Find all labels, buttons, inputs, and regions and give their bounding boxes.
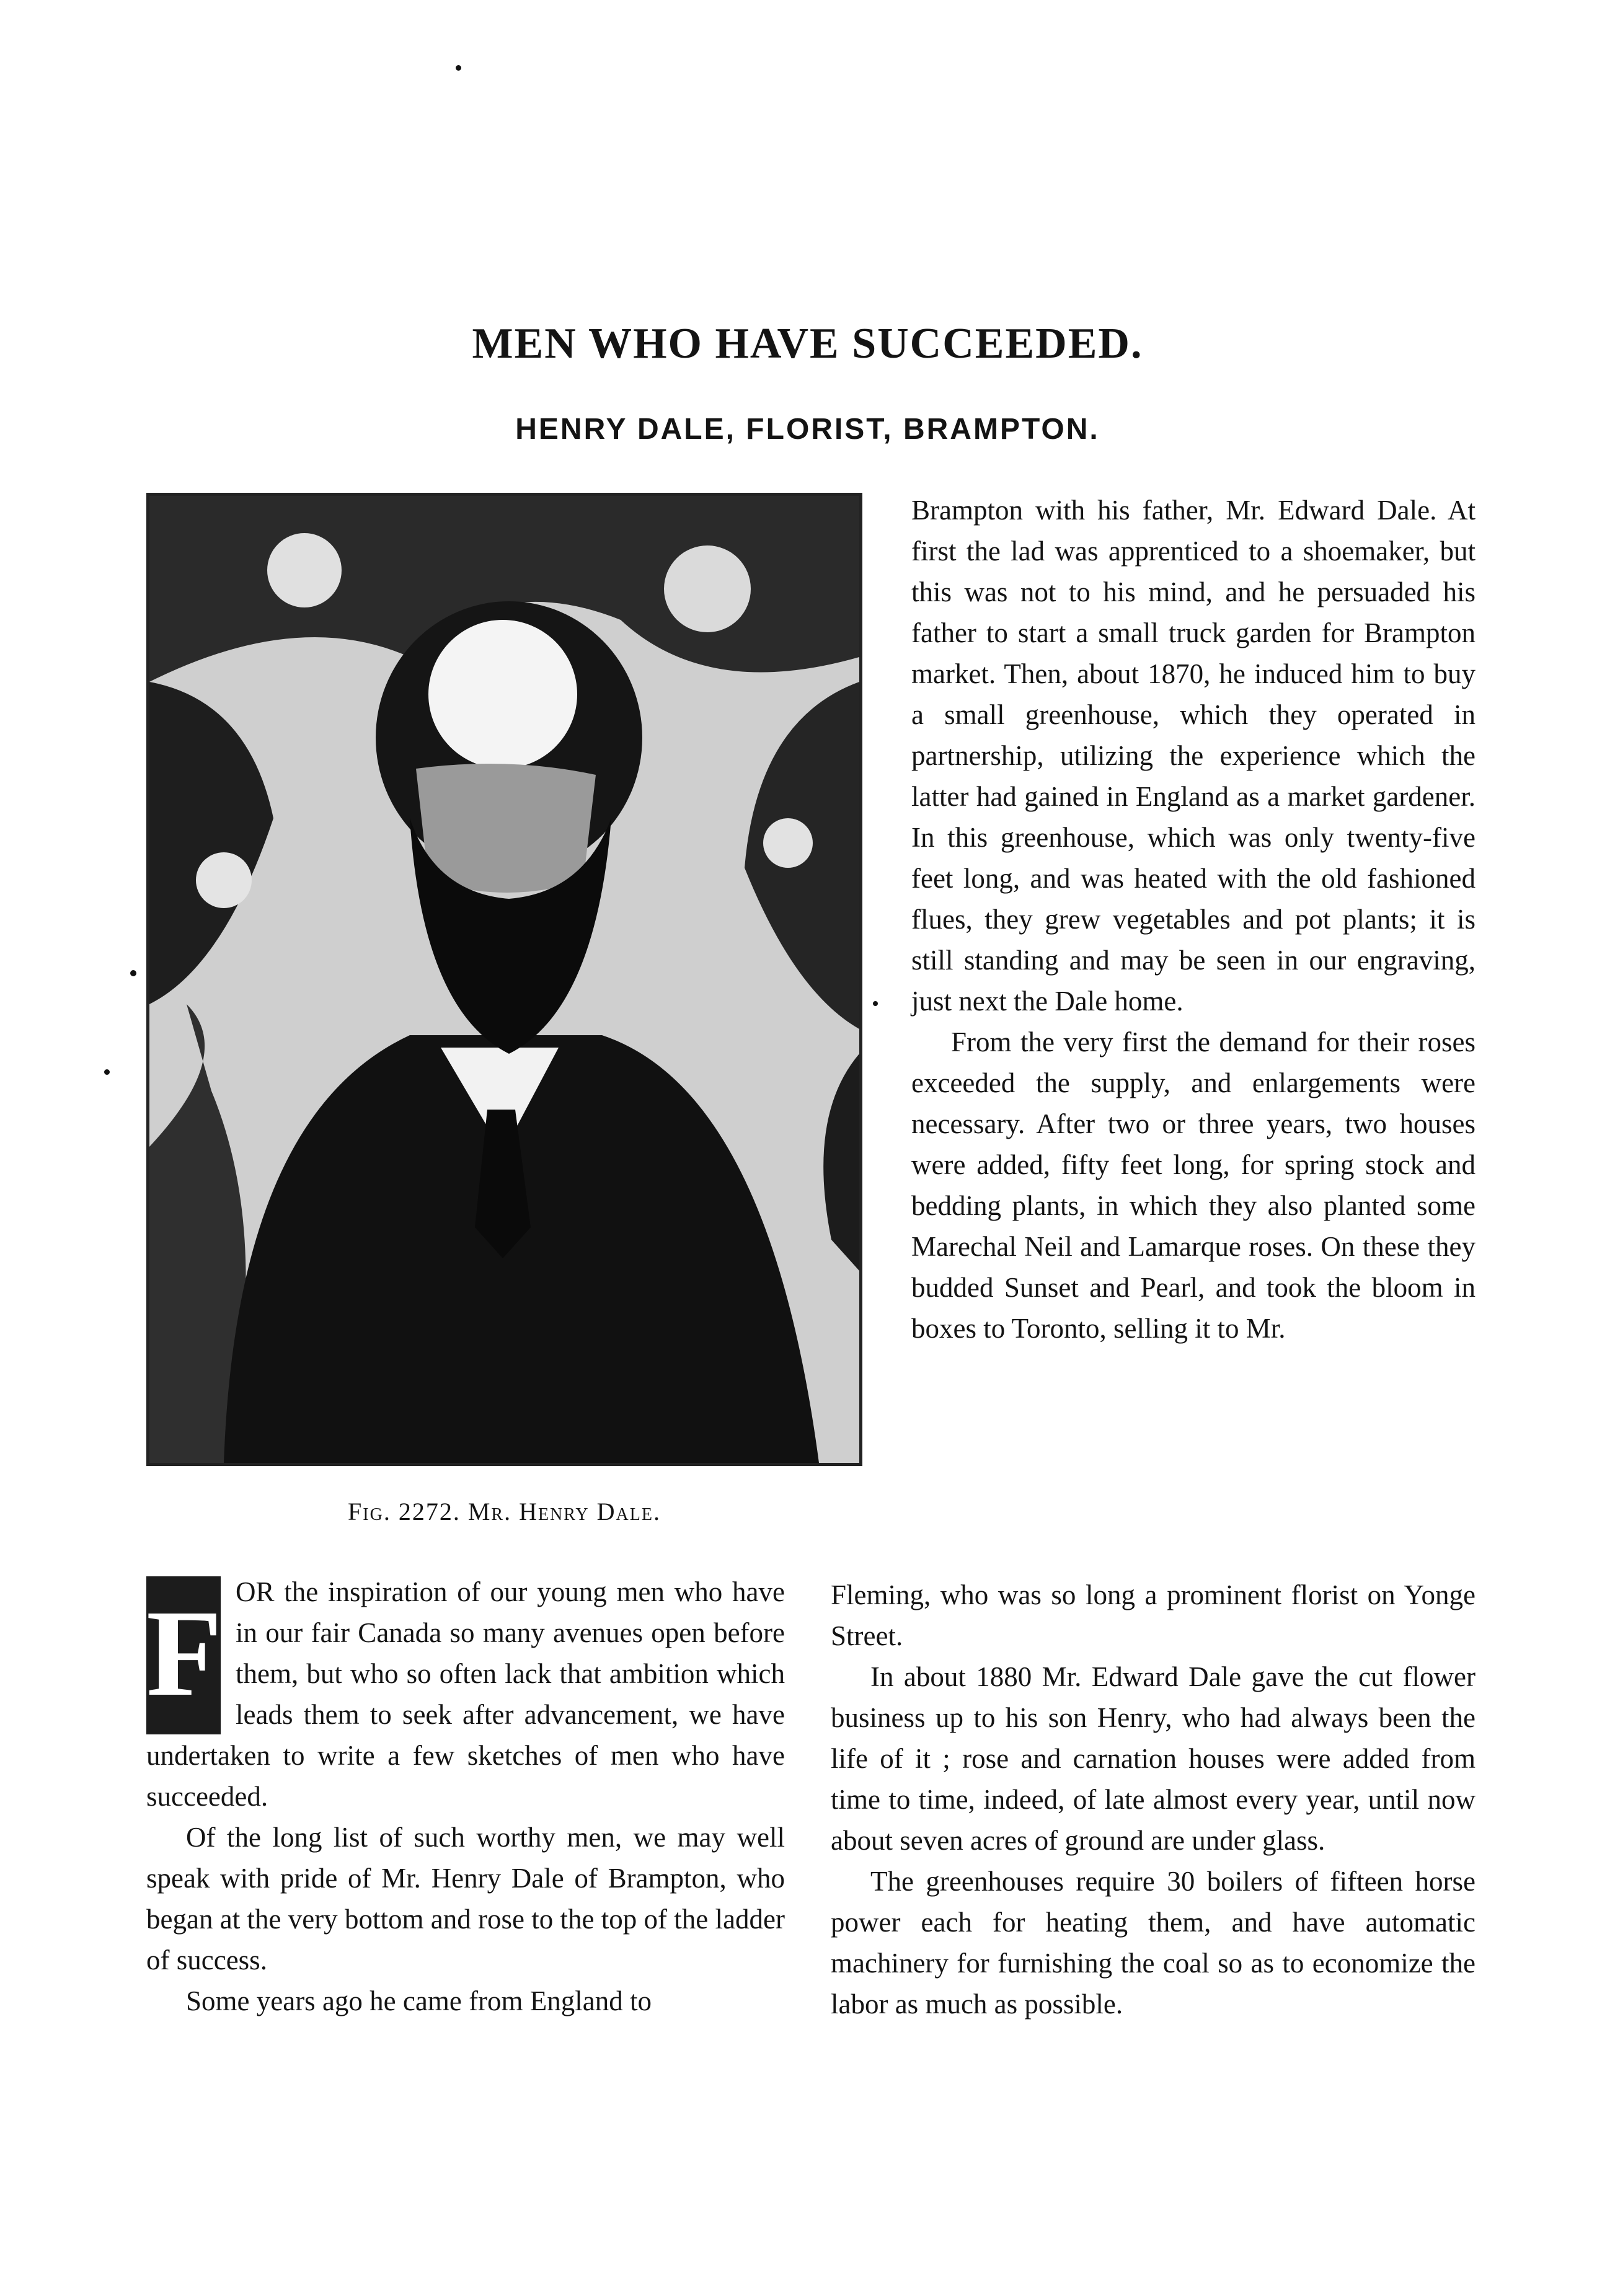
paragraph: Some years ago he came from England to <box>186 1985 652 2016</box>
paragraph: In about 1880 Mr. Edward Dale gave the cut flower business up to his son Henry, who had always been the life of it ; rose and carnation houses were added from time to time, indeed, of late almost every year, until now about seven acres of ground are under glass. <box>831 1661 1476 1856</box>
paragraph: Of the long list of such worthy men, we may well speak with pride of Mr. Henry Dale of Brampton, who began at the very bottom and rose to the top of the ladder of success. <box>146 1822 785 1976</box>
paragraph: From the very first the demand for their roses exceeded the supply, and enlargements were necessary. After two or three years, two houses were added, fifty feet long, for spring stock and bedding plants, in which they also planted some Marechal Neil and Lamarque roses. On these they budded Sunset and Pearl, and took the bloom in boxes to Toronto, selling it to Mr. <box>911 1027 1476 1344</box>
article-subtitle: HENRY DALE, FLORIST, BRAMPTON. <box>515 413 1100 446</box>
right-column <box>911 490 1476 1349</box>
scan-speck <box>130 970 136 976</box>
scan-speck <box>104 1069 110 1075</box>
scan-speck <box>456 65 461 71</box>
right-column-continued <box>831 1574 1476 2024</box>
article-title: MEN WHO HAVE SUCCEEDED. <box>472 320 1143 368</box>
paragraph: The greenhouses require 30 boilers of fifteen horse power each for heating them, and have automatic machinery for furnishing the coal so as to economize the labor as much as possible. <box>831 1866 1476 2020</box>
drop-cap: F <box>146 1576 221 1734</box>
paragraph: Brampton with his father, Mr. Edward Dale. At first the lad was apprenticed to a shoemaker, but this was not to his mind, and he persuaded his father to start a small truck garden for Brampton market. Then, about 1870, he induced him to buy a small greenhouse, which they operated in partnership, utilizing the experience which the latter had gained in England as a market gardener. In this greenhouse, which was only twenty-five feet long, and was heated with the old fashioned flues, they grew vegetables and pot plants; it is still standing and may be seen in our engraving, just next the Dale home. <box>911 495 1476 1017</box>
paragraph: Fleming, who was so long a prominent florist on Yonge Street. <box>831 1579 1476 1651</box>
scan-speck <box>873 1001 878 1006</box>
paragraph: OR the inspiration of our young men who have in our fair Canada so many avenues open before them, but who so often lack that ambition which leads them to seek after advancement, we have undertaken to write a few sketches of men who have succeeded. <box>146 1576 785 1812</box>
left-column <box>146 1571 785 2021</box>
portrait-photo <box>146 493 862 1466</box>
figure-caption: Fig. 2272. Mr. Henry Dale. <box>348 1498 661 1526</box>
